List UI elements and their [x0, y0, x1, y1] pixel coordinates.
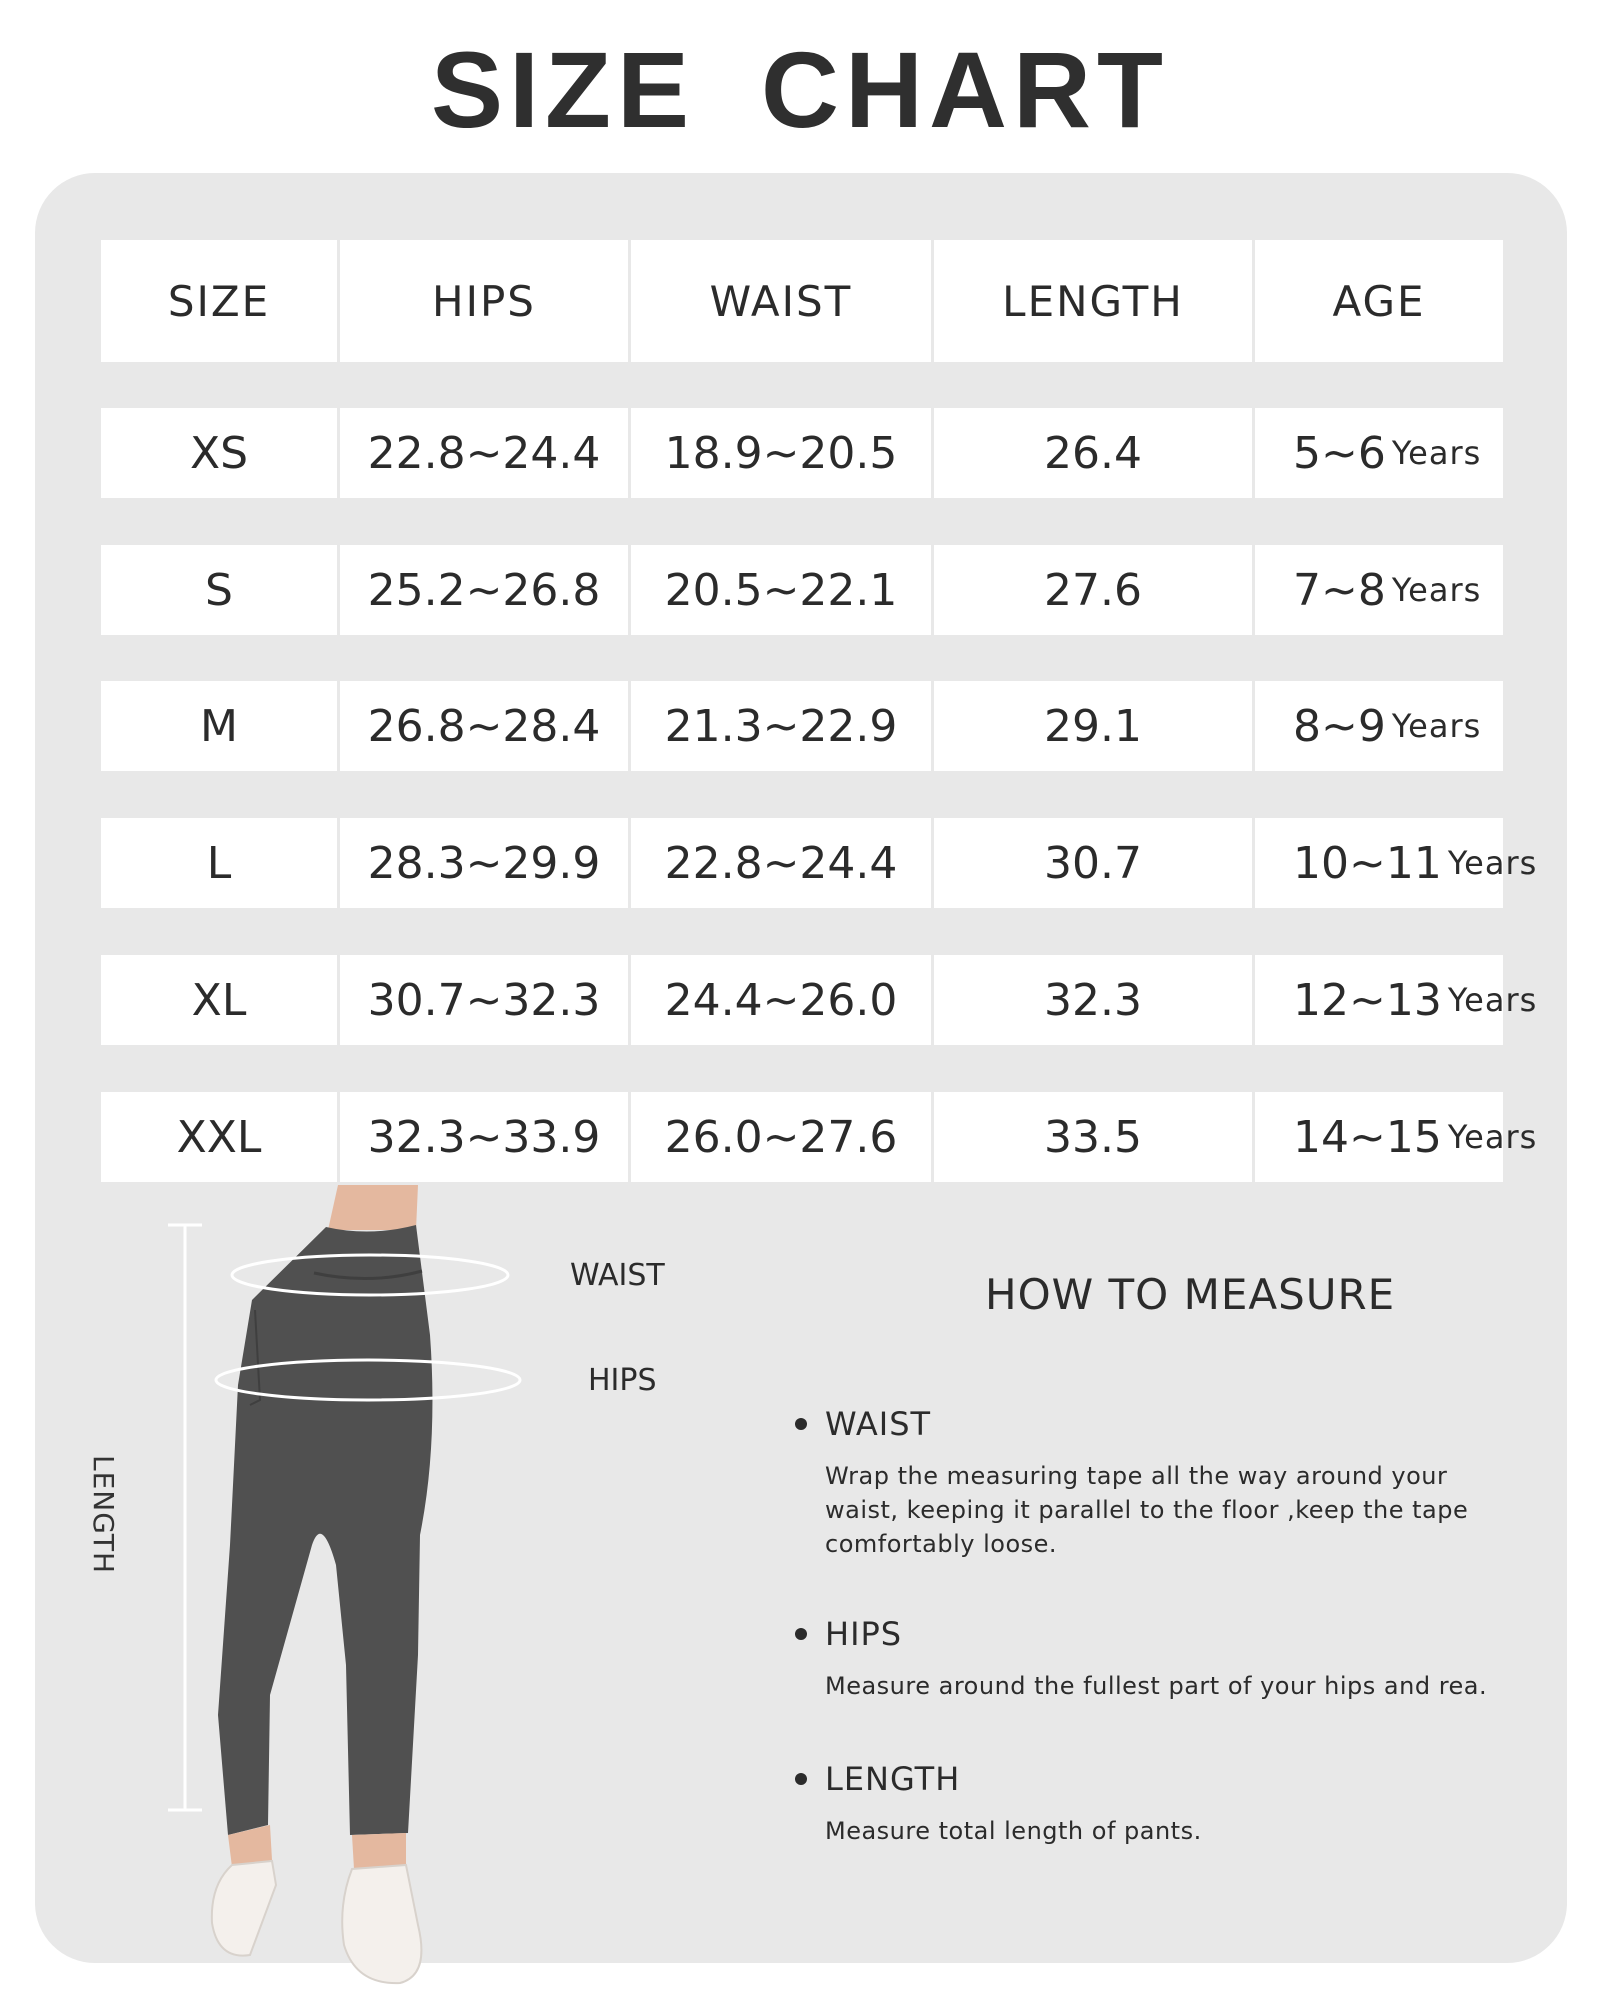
waist-cell: 24.4~26.0 — [631, 955, 931, 1045]
measure-description: Measure total length of pants. — [825, 1817, 1202, 1845]
waist-cell: 21.3~22.9 — [631, 681, 931, 771]
measure-item-hips — [795, 1615, 1525, 1703]
age-cell — [1255, 1092, 1538, 1182]
age-unit: Years — [1447, 844, 1538, 882]
size-cell: S — [101, 545, 337, 635]
age-unit: Years — [1391, 571, 1482, 609]
header-hips: HIPS — [340, 240, 628, 362]
age-range: 5~6 — [1293, 427, 1386, 479]
torso-skin — [328, 1185, 418, 1230]
size-cell: XL — [101, 955, 337, 1045]
age-unit: Years — [1391, 434, 1482, 472]
age-range: 14~15 — [1293, 1111, 1442, 1163]
hips-diagram-label: HIPS — [588, 1363, 657, 1398]
age-cell — [1255, 681, 1503, 771]
table-row — [101, 545, 1503, 635]
age-range: 8~9 — [1293, 700, 1386, 752]
length-diagram-label: LENGTH — [87, 1455, 120, 1575]
table-row — [101, 1092, 1538, 1182]
table-header-row — [101, 240, 1503, 362]
length-cell: 27.6 — [934, 545, 1252, 635]
length-cell: 33.5 — [934, 1092, 1252, 1182]
length-cell: 30.7 — [934, 818, 1252, 908]
bullet-icon — [795, 1773, 807, 1785]
waist-cell: 26.0~27.6 — [631, 1092, 931, 1182]
size-cell: XS — [101, 408, 337, 498]
right-shoe — [342, 1865, 421, 1983]
size-cell: XXL — [101, 1092, 337, 1182]
header-size: SIZE — [101, 240, 337, 362]
measure-heading: HIPS — [825, 1615, 903, 1653]
measure-description: Wrap the measuring tape all the way around your waist, keeping it parallel to the floor ,keep the tape comfortably loose. — [825, 1462, 1469, 1558]
header-waist: WAIST — [631, 240, 931, 362]
age-cell — [1255, 955, 1538, 1045]
bullet-icon — [795, 1418, 807, 1430]
size-cell: M — [101, 681, 337, 771]
header-length: LENGTH — [934, 240, 1252, 362]
how-to-measure-title: HOW TO MEASURE — [985, 1270, 1396, 1319]
page-title: SIZE CHART — [431, 29, 1169, 150]
waist-cell: 20.5~22.1 — [631, 545, 931, 635]
table-row — [101, 955, 1538, 1045]
leggings-model-figure — [100, 1185, 740, 2000]
age-cell — [1255, 818, 1538, 908]
table-row — [101, 408, 1503, 498]
age-unit: Years — [1447, 1118, 1538, 1156]
hips-cell: 26.8~28.4 — [340, 681, 628, 771]
bullet-icon — [795, 1628, 807, 1640]
table-row — [101, 818, 1538, 908]
leggings-shape — [218, 1225, 432, 1835]
hips-cell: 25.2~26.8 — [340, 545, 628, 635]
measure-heading: WAIST — [825, 1405, 932, 1443]
right-ankle — [352, 1833, 406, 1869]
length-cell: 29.1 — [934, 681, 1252, 771]
hips-cell: 32.3~33.9 — [340, 1092, 628, 1182]
age-unit: Years — [1447, 981, 1538, 1019]
table-row — [101, 681, 1503, 771]
age-unit: Years — [1391, 707, 1482, 745]
measure-item-waist — [795, 1405, 1525, 1561]
hips-cell: 22.8~24.4 — [340, 408, 628, 498]
length-cell: 26.4 — [934, 408, 1252, 498]
hips-cell: 30.7~32.3 — [340, 955, 628, 1045]
waist-cell: 22.8~24.4 — [631, 818, 931, 908]
age-cell — [1255, 545, 1503, 635]
measure-item-length — [795, 1760, 1525, 1848]
age-range: 10~11 — [1293, 837, 1442, 889]
age-cell — [1255, 408, 1503, 498]
size-cell: L — [101, 818, 337, 908]
age-range: 7~8 — [1293, 564, 1386, 616]
length-cell: 32.3 — [934, 955, 1252, 1045]
waist-cell: 18.9~20.5 — [631, 408, 931, 498]
hips-cell: 28.3~29.9 — [340, 818, 628, 908]
measure-description: Measure around the fullest part of your hips and rea. — [825, 1672, 1488, 1700]
measure-heading: LENGTH — [825, 1760, 961, 1798]
header-age: AGE — [1255, 240, 1503, 362]
age-range: 12~13 — [1293, 974, 1442, 1026]
left-shoe — [212, 1861, 276, 1956]
waist-diagram-label: WAIST — [570, 1258, 665, 1293]
